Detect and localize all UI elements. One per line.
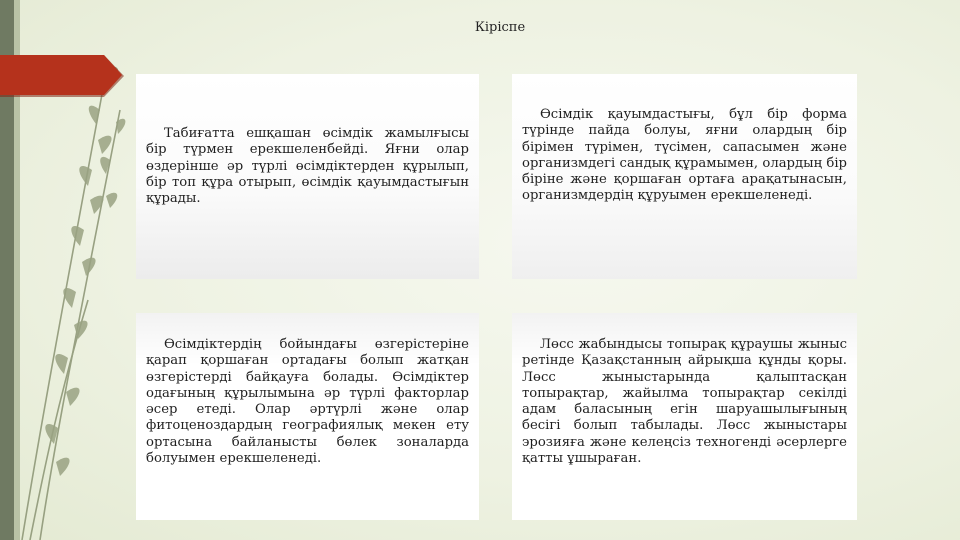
text-block-1 bbox=[136, 74, 479, 279]
slide-title: Кіріспе bbox=[474, 20, 526, 35]
red-accent-tab bbox=[0, 0, 130, 100]
text-block-2 bbox=[512, 74, 857, 279]
text-block-3-paragraph: Өсімдіктердің бойындағы өзгерістеріне қарап қоршаған ортадағы болып жатқан өзгерістерді байқауға болады. Өсімдіктер одағының құрылымына әр түрлі факторлар әсер етеді. Олар әртүрлі және олар фитоценоздардың географиялық мекен ету ортасына байланысты бөлек зоналарда болуымен ерекшеленеді. bbox=[146, 337, 469, 467]
text-block-1-paragraph: Табиғатта ешқашан өсімдік жамылғысы бір түрмен ерекшеленбейді. Яғни олар өздерінше әр түрлі өсімдіктерден құрылып, бір топ құра отырып, өсімдік қауымдастығын құрады. bbox=[146, 126, 469, 207]
text-block-4-paragraph: Лөсс жабындысы топырақ құраушы жыныс ретінде Қазақстанның айрықша құнды қоры. Лөсс жыныстарында қалыптасқан топырақтар, жайылма топырақтар секілді адам баласының егін шаруашылығының бесігі болып табылады. Лөсс жыныстары эрозияға және келеңсіз техногенді әсерлерге қатты ұшыраған. bbox=[522, 337, 847, 467]
text-block-3 bbox=[136, 313, 479, 520]
text-block-4 bbox=[512, 313, 857, 520]
text-block-2-paragraph: Өсімдік қауымдастығы, бұл бір форма түрінде пайда болуы, яғни олардың бір бірімен түрімен, түсімен, сапасымен және организмдегі сандық құрамымен, олардың бір біріне және қоршаған ортаға арақатынасын, организмдердің құруымен ерекшеленеді. bbox=[522, 107, 847, 204]
